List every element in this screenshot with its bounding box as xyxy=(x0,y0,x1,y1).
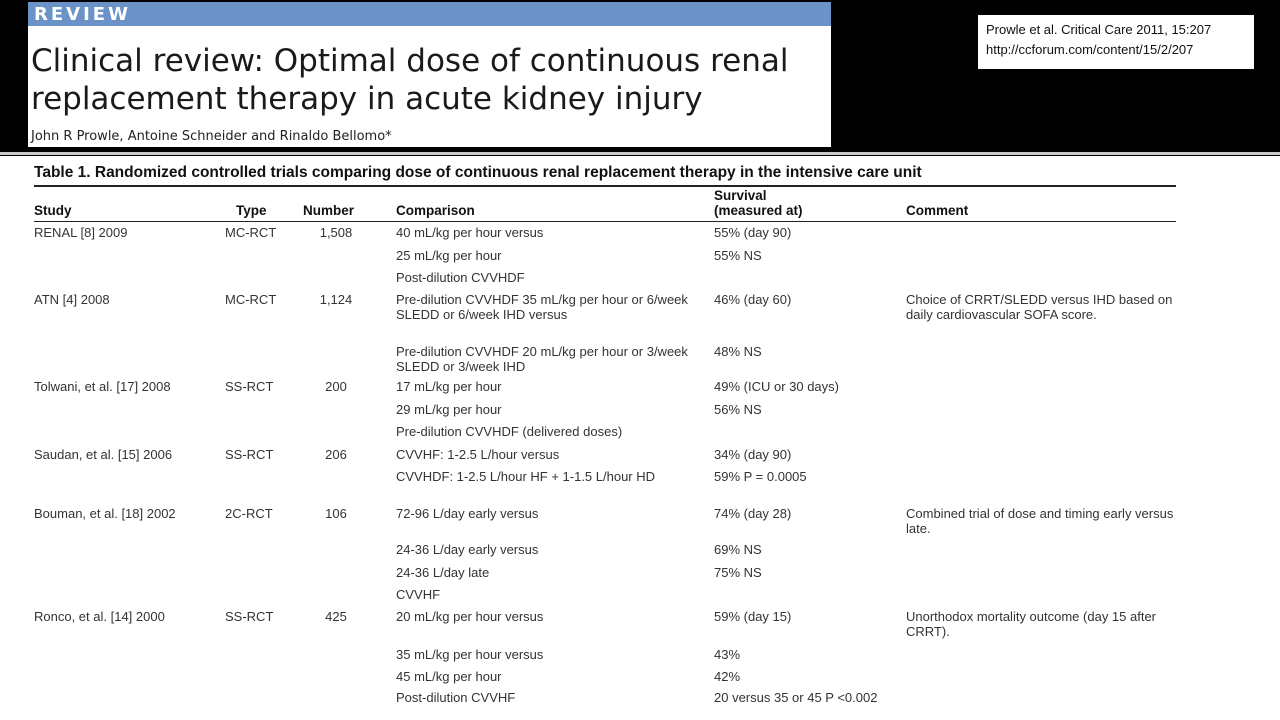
table-cell-number: 1,124 xyxy=(319,292,353,307)
table-cell-survival: 49% (ICU or 30 days) xyxy=(714,379,839,394)
table-area xyxy=(0,156,1280,720)
citation-box xyxy=(978,15,1254,69)
table-cell-survival: 48% NS xyxy=(714,344,762,359)
table-cell-comparison: 72-96 L/day early versus xyxy=(396,506,539,521)
table-cell-comparison: 20 mL/kg per hour versus xyxy=(396,609,544,624)
table-cell-survival: 56% NS xyxy=(714,402,762,417)
divider xyxy=(0,152,1280,155)
section-label: REVIEW xyxy=(34,4,131,25)
table-cell-survival: 59% (day 15) xyxy=(714,609,792,624)
article-header-clip xyxy=(28,2,831,147)
table-cell-comparison: Post-dilution CVVHF xyxy=(396,690,516,705)
table-cell-number: 106 xyxy=(325,506,347,521)
slide-header xyxy=(0,0,1280,150)
table-cell-comparison: Pre-dilution CVVHDF (delivered doses) xyxy=(396,424,623,439)
table-top-rule xyxy=(34,185,1176,187)
table-cell-comment: Choice of CRRT/SLEDD versus IHD based on daily cardiovascular SOFA score. xyxy=(906,292,1173,322)
table-cell-comparison: Pre-dilution CVVHDF 35 mL/kg per hour or 6/week SLEDD or 6/week IHD versus xyxy=(396,292,688,322)
table-cell-number: 200 xyxy=(325,379,347,394)
table-cell-comparison: 45 mL/kg per hour xyxy=(396,669,502,684)
table-cell-survival: 34% (day 90) xyxy=(714,447,792,462)
table-cell-comparison: Post-dilution CVVHDF xyxy=(396,270,525,285)
review-banner xyxy=(28,2,831,26)
article-authors: John R Prowle, Antoine Schneider and Rinaldo Bellomo* xyxy=(31,129,392,144)
table-cell-comparison: 29 mL/kg per hour xyxy=(396,402,502,417)
table-cell-comparison: 40 mL/kg per hour versus xyxy=(396,225,544,240)
table-cell-study: Saudan, et al. [15] 2006 xyxy=(34,447,173,462)
table-cell-survival: 69% NS xyxy=(714,542,762,557)
table-cell-survival: 55% NS xyxy=(714,248,762,263)
header-survival: Survival xyxy=(714,188,767,203)
table-cell-survival: 46% (day 60) xyxy=(714,292,792,307)
table-cell-type: 2C-RCT xyxy=(225,506,273,521)
table-cell-survival: 75% NS xyxy=(714,565,762,580)
table-cell-comparison: 25 mL/kg per hour xyxy=(396,248,502,263)
table-cell-comparison: 24-36 L/day early versus xyxy=(396,542,539,557)
table-cell-survival: 20 versus 35 or 45 P <0.002 xyxy=(714,690,878,705)
table-cell-survival: 74% (day 28) xyxy=(714,506,792,521)
table-cell-number: 425 xyxy=(325,609,347,624)
table-header-rule xyxy=(34,221,1176,222)
table-cell-comparison: Pre-dilution CVVHDF 20 mL/kg per hour or 3/week SLEDD or 3/week IHD xyxy=(396,344,688,374)
table-caption: Table 1. Randomized controlled trials comparing dose of continuous renal replacement therapy in the intensive care unit xyxy=(34,164,922,181)
header-type: Type xyxy=(236,203,267,218)
article-title-line-1: Clinical review: Optimal dose of continuous renal xyxy=(31,43,789,79)
table-cell-comparison: CVVHDF: 1-2.5 L/hour HF + 1-1.5 L/hour HD xyxy=(396,469,656,484)
table-cell-study: Bouman, et al. [18] 2002 xyxy=(34,506,176,521)
table-cell-type: MC-RCT xyxy=(225,225,277,240)
table-cell-comparison: 24-36 L/day late xyxy=(396,565,490,580)
header-number: Number xyxy=(303,203,355,218)
table-cell-study: Tolwani, et al. [17] 2008 xyxy=(34,379,171,394)
table-cell-study: Ronco, et al. [14] 2000 xyxy=(34,609,165,624)
article-title-line-2: replacement therapy in acute kidney injury xyxy=(31,81,703,117)
table-cell-comparison: CVVHF xyxy=(396,587,441,602)
table-cell-survival: 43% xyxy=(714,647,741,662)
table-cell-number: 206 xyxy=(325,447,347,462)
table-cell-study: RENAL [8] 2009 xyxy=(34,225,128,240)
table-cell-comment: Combined trial of dose and timing early versus late. xyxy=(906,506,1174,536)
citation-line-1: Prowle et al. Critical Care 2011, 15:207 xyxy=(986,22,1212,37)
table-cell-comparison: CVVHF: 1-2.5 L/hour versus xyxy=(396,447,560,462)
table-cell-type: MC-RCT xyxy=(225,292,277,307)
header-comparison: Comparison xyxy=(396,203,475,218)
header-comment: Comment xyxy=(906,203,969,218)
table-cell-survival: 59% P = 0.0005 xyxy=(714,469,807,484)
table-cell-number: 1,508 xyxy=(319,225,353,240)
table-cell-type: SS-RCT xyxy=(225,379,274,394)
table-cell-type: SS-RCT xyxy=(225,609,274,624)
table-cell-comparison: 35 mL/kg per hour versus xyxy=(396,647,544,662)
table-cell-study: ATN [4] 2008 xyxy=(34,292,110,307)
table-cell-survival: 55% (day 90) xyxy=(714,225,792,240)
table-cell-comparison: 17 mL/kg per hour xyxy=(396,379,502,394)
table-cell-survival: 42% xyxy=(714,669,741,684)
header-survival-sub: (measured at) xyxy=(714,203,803,218)
article-title xyxy=(31,42,831,118)
header-study: Study xyxy=(34,203,72,218)
citation-url: http://ccforum.com/content/15/2/207 xyxy=(986,42,1194,57)
table-cell-comment: Unorthodox mortality outcome (day 15 after CRRT). xyxy=(906,609,1157,639)
table-cell-type: SS-RCT xyxy=(225,447,274,462)
